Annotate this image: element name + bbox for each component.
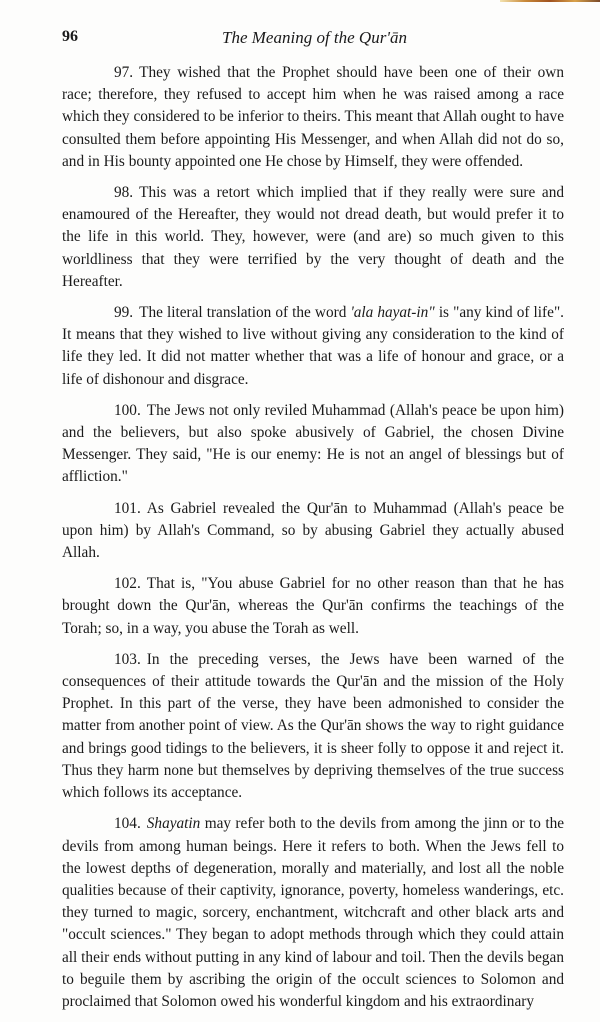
commentary-notes (62, 62, 564, 1022)
note-102 (62, 573, 564, 640)
transliteration: 'ala hayat-in" (350, 304, 435, 322)
note-97 (62, 62, 564, 173)
note-text: In the preceding verses, the Jews have been warned of the consequences of their attitude towards the Qur'ān and the mission of the Holy Prophet. In this part of the verse, they have been admonished to consider the matter from another point of view. As the Qur'ān shows the way to right guidance and brings good tidings to the believers, it is sheer folly to oppose it and reject it. Thus they harm none but themselves by depriving themselves of the true success which follows its acceptance. (62, 650, 564, 802)
note-text: As Gabriel revealed the Qur'ān to Muhammad (Allah's peace be upon him) by Allah's Command, so by abusing Gabriel they actually abused Allah. (62, 499, 564, 562)
note-text: may refer both to the devils from among the jinn or to the devils from among human beings. Here it refers to both. When the Jews fell to the lowest depths of degeneration, morally and materially, and lost all the noble qualities because of their captivity, ignorance, poverty, homeless wanderings, etc. they turned to magic, sorcery, enchantment, witchcraft and other black arts and "occult sciences." They began to adopt methods through which they could attain all their ends without putting in any kind of labour and toil. Then the devils began to beguile them by ascribing the origin of the occult sciences to Solomon and proclaimed that Solomon owed his wonderful kingdom and his extraordinary (62, 815, 565, 1010)
page-header (62, 28, 567, 52)
note-text: That is, "You abuse Gabriel for no other reason than that he has brought down the Qur'ān, whereas the Qur'ān confirms the teachings of the Torah; so, in a way, you abuse the Torah as well. (62, 575, 564, 637)
running-title: The Meaning of the Qur'ān (222, 28, 407, 47)
note-number: 104. (114, 815, 141, 833)
note-99 (62, 302, 564, 391)
note-number: 100. (114, 401, 141, 419)
note-text: This was a retort which implied that if they really were sure and enamoured of the Hereafter, they would not dread death, but would prefer it to the life in this world. They, however, were (and are) so much given to this worldliness that they were terrified by the very thought of death and the Hereafter. (62, 184, 564, 290)
note-101 (62, 498, 564, 565)
note-text: They wished that the Prophet should have been one of their own race; therefore, they refused to accept him when he was raised among a race which they considered to be inferior to theirs. This meant that Allah ought to have consulted them before appointing His Messenger, and when Allah did not do so, and in His bounty appointed one He chose by Himself, they were offended. (62, 64, 564, 170)
note-number: 101. (114, 499, 141, 517)
note-number: 99. (114, 304, 134, 322)
note-98 (62, 182, 564, 293)
note-number: 97. (114, 64, 134, 81)
transliteration: Shayatin (146, 815, 201, 833)
note-104 (62, 813, 564, 1013)
note-number: 102. (114, 575, 141, 593)
note-number: 98. (114, 184, 134, 202)
page-edge-strip (500, 0, 600, 2)
note-text: is "any kind of life". It means that they wished to live without giving any consideration to the kind of life they led. It did not matter whether that was a life of honour and grace, or a life of dishonour and disgrace. (62, 304, 565, 388)
page-number: 96 (62, 28, 78, 45)
note-text: The Jews not only reviled Muhammad (Allah's peace be upon him) and the believers, but also spoke abusively of Gabriel, the chosen Divine Messenger. They said, "He is our enemy: He is not an angel of blessings but of affliction." (62, 401, 564, 486)
note-100 (62, 400, 564, 489)
note-number: 103. (114, 650, 141, 668)
note-103 (62, 649, 564, 804)
note-text: The literal translation of the word (139, 304, 347, 322)
